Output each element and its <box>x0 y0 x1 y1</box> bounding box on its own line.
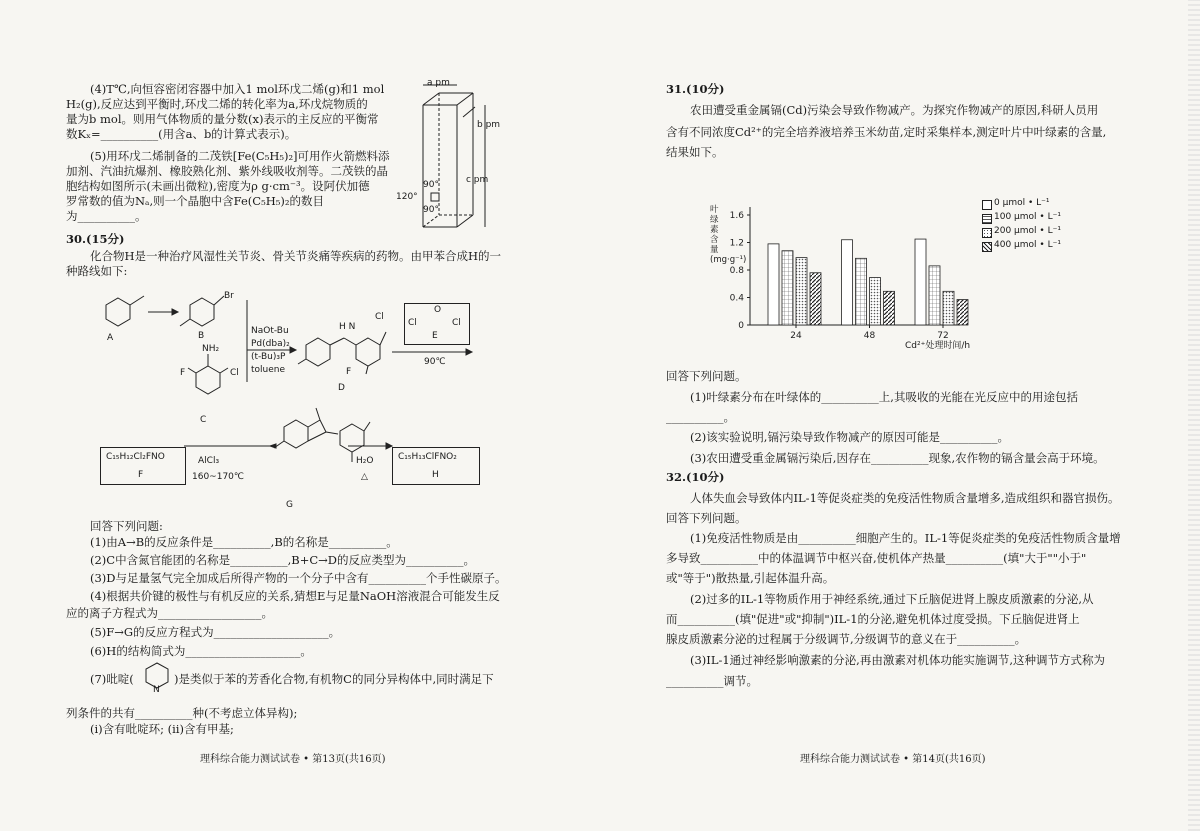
legend-text: 200 μmol • L⁻¹ <box>994 226 1061 236</box>
q31-line: (3)农田遭受重金属镉污染后,因存在__________现象,农作物的镉含量会高于环境。 <box>690 451 1105 465</box>
compound-H-label: H <box>432 470 439 480</box>
cell-angle-3: 90° <box>423 205 439 215</box>
cell-label-a: a pm <box>427 78 450 88</box>
q30-answer-line: (1)由A→B的反应条件是__________,B的名称是__________。 <box>90 535 398 549</box>
chart-ylabel: 叶绿素含量(mg·g⁻¹) <box>710 205 747 265</box>
q29-line: 数Kₓ=__________(用含a、b的计算式表示)。 <box>66 127 297 141</box>
legend-swatch-hatch <box>982 242 992 252</box>
legend-text: 100 μmol • L⁻¹ <box>994 212 1061 222</box>
temp-160: 160~170℃ <box>192 472 245 482</box>
q31-line: (2)该实验说明,镉污染导致作物减产的原因可能是__________。 <box>690 430 1009 444</box>
reagent-E-cl1: Cl <box>408 318 417 328</box>
q29-line: 为__________。 <box>66 209 147 223</box>
legend-swatch-grid <box>982 214 992 224</box>
q32-line: 人体失血会导致体内IL-1等促炎症类的免疫活性物质含量增多,造成组织和器官损伤。 <box>690 491 1120 505</box>
compound-C-f: F <box>180 368 186 378</box>
condition-1: NaOt-Bu <box>251 326 289 336</box>
q30-7-pre: (7)吡啶( <box>90 672 134 686</box>
reagent-E-label: E <box>432 331 438 341</box>
legend-text: 0 μmol • L⁻¹ <box>994 198 1050 208</box>
chart-xlabel: Cd²⁺处理时间/h <box>905 341 971 351</box>
chart-ytick-label: 1.2 <box>729 238 744 249</box>
right-footer: 理科综合能力测试试卷 • 第14页(共16页) <box>800 754 986 765</box>
compound-C-label: C <box>200 415 207 425</box>
q29-line: 量为b mol。则用气体物质的量分数(x)表示的主反应的平衡常 <box>66 112 379 126</box>
compound-C-cl: Cl <box>230 368 239 378</box>
q29-line: (4)T℃,向恒容密闭容器中加入1 mol环戊二烯(g)和1 mol <box>90 82 385 96</box>
q30-7-post: )是类似于苯的芳香化合物,有机物C的同分异构体中,同时满足下 <box>174 672 494 686</box>
compound-D-cl: Cl <box>375 312 384 322</box>
chart-ytick-label: 0.4 <box>729 293 744 304</box>
q30-answer-line: 应的离子方程式为__________________。 <box>66 606 273 620</box>
q31-intro: 农田遭受重金属镉(Cd)污染会导致作物减产。为探究作物减产的原因,科研人员用 <box>690 103 1099 117</box>
q32-line: 多导致__________中的体温调节中枢兴奋,使机体产热量__________(填"大于""小于" <box>666 551 1087 565</box>
cell-angle-1: 90° <box>423 180 439 190</box>
legend-swatch-dots <box>982 228 992 238</box>
reagent-heat: △ <box>361 472 368 482</box>
legend-entry-3 <box>982 240 1061 254</box>
temp-90: 90℃ <box>424 357 446 367</box>
q32-line: (3)IL-1通过神经影响激素的分泌,再由激素对机体功能实施调节,这种调节方式称为 <box>690 653 1105 667</box>
compound-G-label: G <box>286 500 293 510</box>
bar-48h-3 <box>884 291 895 325</box>
bar-48h-0 <box>842 240 853 325</box>
reagent-alcl3: AlCl₃ <box>198 456 220 466</box>
q30-intro: 化合物H是一种治疗风湿性关节炎、骨关节炎痛等疾病的药物。由甲苯合成H的一 <box>90 249 502 263</box>
condition-2: Pd(dba)₂ <box>251 339 290 349</box>
chart-xtick-label: 24 <box>790 331 802 341</box>
compound-B-label: B <box>198 331 205 341</box>
q30-7-line2: 列条件的共有__________种(不考虑立体异构); <box>66 706 298 720</box>
q30-answer-line: (5)F→G的反应方程式为____________________。 <box>90 625 341 639</box>
pyridine-n: N <box>153 685 160 695</box>
scan-edge <box>1188 0 1200 831</box>
q30-answer-line: (6)H的结构简式为____________________。 <box>90 644 312 658</box>
bar-24h-2 <box>796 258 807 325</box>
q29-line: 加剂、汽油抗爆剂、橡胶熟化剂、紫外线吸收剂等。二茂铁的晶 <box>66 164 388 178</box>
chart-ytick-label: 0.8 <box>729 266 744 276</box>
q29-line: 胞结构如图所示(未画出微粒),密度为ρ g·cm⁻³。设阿伏加德 <box>66 179 370 193</box>
q31-line: __________。 <box>666 410 735 424</box>
bar-24h-1 <box>782 251 793 325</box>
compound-F-label: F <box>138 470 144 480</box>
legend-text: 400 μmol • L⁻¹ <box>994 240 1061 250</box>
q32-line: 或"等于")散热量,引起体温升高。 <box>666 571 835 585</box>
condition-3: (t-Bu)₃P <box>251 352 286 362</box>
q30-7-line3: (ⅰ)含有吡啶环; (ⅱ)含有甲基; <box>90 722 234 736</box>
chart-xtick-label: 72 <box>937 331 949 341</box>
q32-line: 腺皮质激素分泌的过程属于分级调节,分级调节的意义在于__________。 <box>666 632 1027 646</box>
q29-line: (5)用环戊二烯制备的二茂铁[Fe(C₅H₅)₂]可用作火箭燃料添 <box>90 149 390 163</box>
q32-line: __________调节。 <box>666 674 758 688</box>
legend-swatch-white <box>982 200 992 210</box>
cell-label-c: c pm <box>466 175 489 185</box>
compound-A-label: A <box>107 333 114 343</box>
q30-answer-line: (4)根据共价键的极性与有机反应的关系,猜想E与足量NaOH溶液混合可能发生反 <box>90 589 500 603</box>
bar-48h-2 <box>870 278 881 325</box>
q30-answer-line: (3)D与足量氢气完全加成后所得产物的一个分子中含有__________个手性碳原子。 <box>90 571 507 585</box>
q32-line: (2)过多的IL-1等物质作用于神经系统,通过下丘脑促进肾上腺皮质激素的分泌,从 <box>690 592 1094 606</box>
compound-D-label: D <box>338 383 345 393</box>
chart-ytick-label: 1.6 <box>729 211 744 221</box>
legend-entry-2 <box>982 226 1061 240</box>
chart-legend <box>982 198 1061 254</box>
reagent-E-cl2: Cl <box>452 318 461 328</box>
bar-72h-1 <box>929 266 940 325</box>
q32-line: 而__________(填"促进"或"抑制")IL-1的分泌,避免机体过度受损。下丘脑促进肾上 <box>666 612 1080 626</box>
q29-line: 罗常数的值为Nₐ,则一个晶胞中含Fe(C₅H₅)₂的数目 <box>66 194 324 208</box>
bar-24h-3 <box>810 273 821 325</box>
q31-line: 回答下列问题。 <box>666 369 747 383</box>
compound-D-nh: H N <box>339 322 356 332</box>
right-page <box>600 0 1200 831</box>
q32-line: (1)免疫活性物质是由__________细胞产生的。IL-1等促炎症类的免疫活性物质含量增 <box>690 531 1121 545</box>
bar-72h-3 <box>957 300 968 325</box>
q30-answer-line: 回答下列问题: <box>90 519 163 533</box>
q30-answer-line: (2)C中含氮官能团的名称是__________,B+C→D的反应类型为__________。 <box>90 553 475 567</box>
unit-cell-figure <box>405 75 515 250</box>
bar-24h-0 <box>768 244 779 325</box>
q31-intro: 含有不同浓度Cd²⁺的完全培养液培养玉米幼苗,定时采集样本,测定叶片中叶绿素的含量, <box>666 125 1107 139</box>
q29-line: H₂(g),反应达到平衡时,环戊二烯的转化率为a,环戊烷物质的 <box>66 97 368 111</box>
cell-angle-2: 120° <box>396 192 418 202</box>
cell-label-b: b pm <box>477 120 501 130</box>
compound-B-br: Br <box>224 291 234 301</box>
chart-xtick-label: 48 <box>863 331 876 341</box>
reagent-E-o: O <box>434 305 442 315</box>
q30-title: 30.(15分) <box>66 232 125 246</box>
legend-entry-0 <box>982 198 1061 212</box>
compound-F-formula: C₁₅H₁₂Cl₂FNO <box>106 452 165 462</box>
bar-72h-2 <box>943 291 954 325</box>
compound-D-f: F <box>346 367 352 377</box>
q32-line: 回答下列问题。 <box>666 511 747 525</box>
chart-ytick-label: 0 <box>738 321 744 331</box>
bar-72h-0 <box>915 239 926 325</box>
compound-H-formula: C₁₅H₁₃ClFNO₂ <box>398 452 457 462</box>
bar-48h-1 <box>856 258 867 325</box>
condition-4: toluene <box>251 365 286 375</box>
legend-entry-1 <box>982 212 1061 226</box>
q31-line: (1)叶绿素分布在叶绿体的__________上,其吸收的光能在光反应中的用途包括 <box>690 390 1078 404</box>
q32-title: 32.(10分) <box>666 470 725 484</box>
q31-intro: 结果如下。 <box>666 145 724 159</box>
left-footer: 理科综合能力测试试卷 • 第13页(共16页) <box>200 754 386 765</box>
q30-intro: 种路线如下: <box>66 264 128 278</box>
compound-C-nh2: NH₂ <box>202 344 220 354</box>
reagent-h2o: H₂O <box>356 456 374 466</box>
q31-title: 31.(10分) <box>666 82 725 96</box>
